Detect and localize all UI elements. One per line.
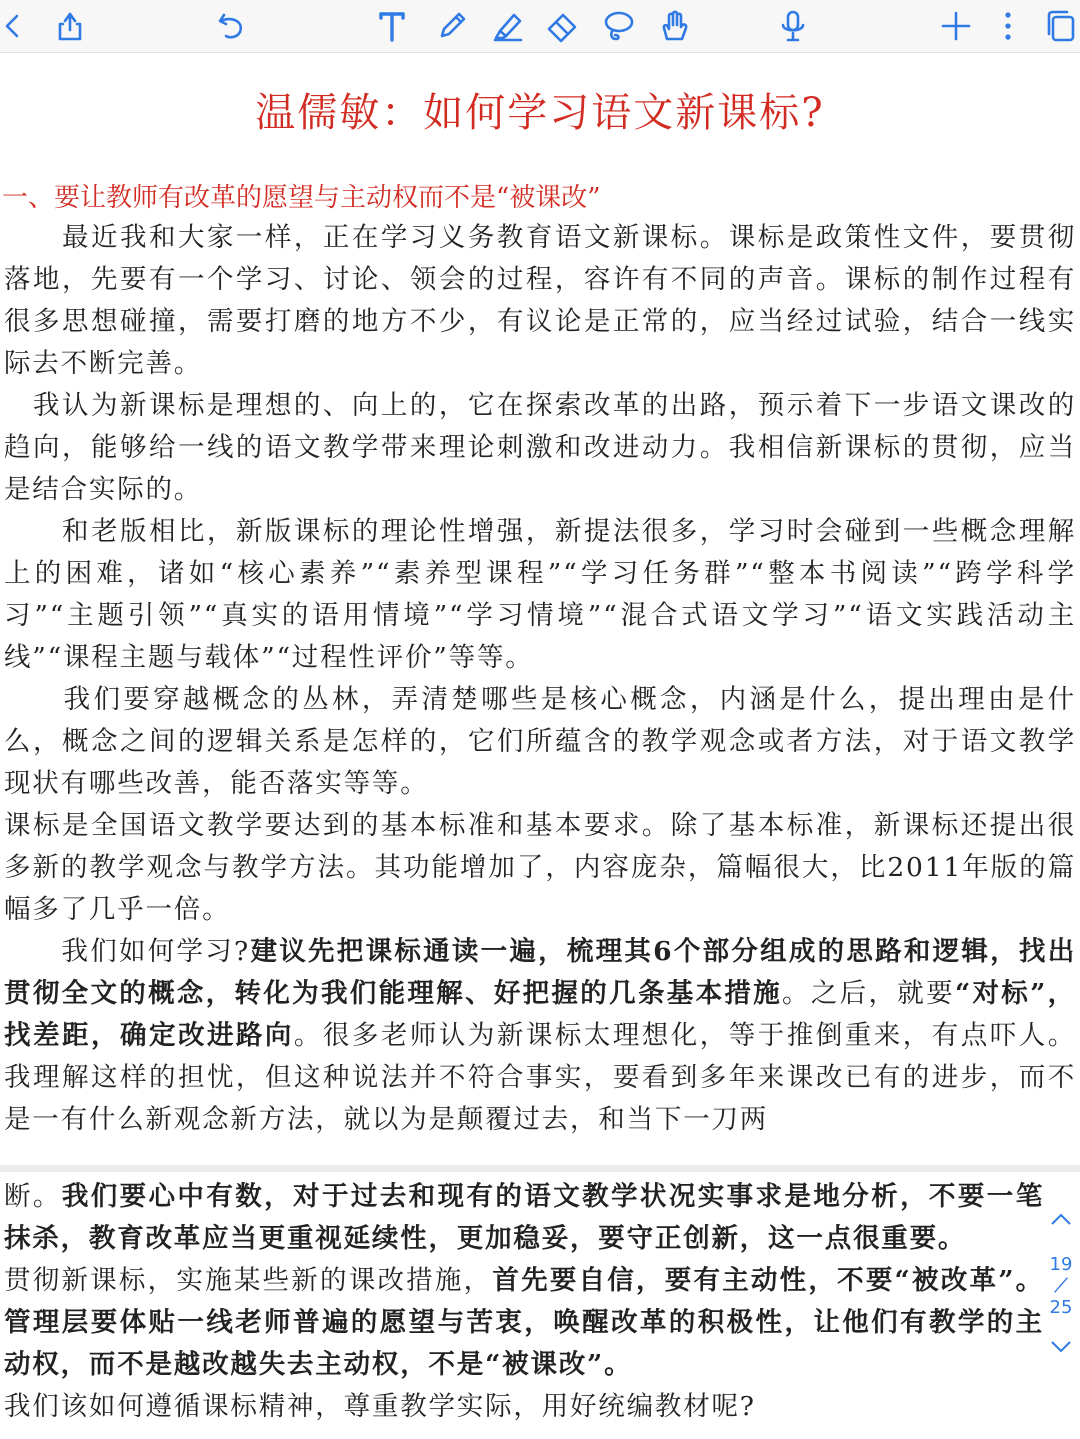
page-gap [0,1165,1080,1172]
undo-icon[interactable] [210,4,254,48]
toolbar [0,0,1080,53]
pen-icon[interactable] [430,4,474,48]
document-page [0,53,1080,1165]
paragraph-7-b: 我们要心中有数，对于过去和现有的语文教学状况实事求是地分析，不要一笔抹杀，教育改革应当更重视延续性，更加稳妥，要守正创新，这一点很重要。 [4,1181,1044,1254]
back-icon[interactable] [0,4,36,48]
lasso-icon[interactable] [596,4,640,48]
current-page: 19 [1049,1254,1073,1275]
paragraph-8-a: 贯彻新课标，实施某些新的课改措施， [4,1265,493,1296]
paragraph-3: 和老版相比，新版课标的理论性增强，新提法很多，学习时会碰到一些概念理解上的困难，诸如“核心素养”“素养型课程”“学习任务群”“整本书阅读”“跨学科学习”“主题引领”“真实的语用情境”“学习情境”“混合式语文学习”“语文实践活动主线”“课程主题与载体”“过程性评价”等等。 [4,516,1076,673]
document-page-next [0,1172,1080,1439]
paragraph-1: 最近我和大家一样，正在学习义务教育语文新课标。课标是政策性文件，要贯彻落地，先要有一个学习、讨论、领会的过程，容许有不同的声音。课标的制作过程有很多思想碰撞，需要打磨的地方不少，有议论是正常的，应当经过试验，结合一线实际去不断完善。 [4,222,1076,379]
paragraph-6-b: 建议先把课标通读一遍，梳理其6个部分组成的思路和逻辑，找出贯彻全文的概念，转化为我们能理解、好把握的几条基本措施 [4,936,1076,1009]
add-icon[interactable] [934,4,978,48]
section-heading: 一、要让教师有改革的愿望与主动权而不是“被课改” [2,183,601,213]
paragraph-8 [4,1260,1044,1386]
page-indicator [1046,1210,1076,1362]
page-up-icon[interactable] [1046,1210,1076,1234]
share-icon[interactable] [48,4,92,48]
page-down-icon[interactable] [1046,1338,1076,1362]
eraser-icon[interactable] [540,4,584,48]
page-separator-icon [1046,1275,1076,1297]
total-pages: 25 [1049,1297,1073,1318]
paragraph-6-d: “对标”，找差距，确定改进路向 [4,978,1076,1051]
paragraph-8-b: 首先要自信，要有主动性，不要“被改革”。管理层要体贴一线老师普遍的愿望与苦衷，唤醒改革的积极性，让他们有教学的主动权，而不是越改越失去主动权，不是“被课改”。 [4,1265,1044,1380]
microphone-icon[interactable] [771,4,815,48]
highlighter-icon[interactable] [486,4,530,48]
paragraph-6-e: 。很多老师认为新课标太理想化，等于推倒重来，有点吓人。我理解这样的担忧，但这种说法并不符合事实，要看到多年来课改已有的进步，而不是一有什么新观念新方法，就以为是颠覆过去，和当下一刀两 [4,1020,1076,1135]
paragraph-7 [4,1176,1044,1260]
hand-icon[interactable] [652,4,696,48]
paragraph-6 [4,931,1076,1141]
paragraph-7-a: 断。 [4,1181,62,1212]
more-icon[interactable] [986,4,1030,48]
text-tool-icon[interactable] [370,4,414,48]
pages-icon[interactable] [1040,4,1080,48]
paragraph-6-c: 。之后，就要 [782,978,955,1009]
paragraph-6-a: 我们如何学习? [4,936,251,967]
paragraph-2: 我认为新课标是理想的、向上的，它在探索改革的出路，预示着下一步语文课改的趋向，能够给一线的语文教学带来理论刺激和改进动力。我相信新课标的贯彻，应当是结合实际的。 [4,390,1076,505]
paragraph-9: 我们该如何遵循课标精神，尊重教学实际，用好统编教材呢? [4,1391,756,1422]
document-title: 温儒敏：如何学习语文新课标? [255,90,825,136]
paragraph-5: 课标是全国语文教学要达到的基本标准和基本要求。除了基本标准，新课标还提出很多新的教学观念与教学方法。其功能增加了，内容庞杂，篇幅很大，比2011年版的篇幅多了几乎一倍。 [4,810,1076,925]
paragraph-4: 我们要穿越概念的丛林，弄清楚哪些是核心概念，内涵是什么，提出理由是什么，概念之间的逻辑关系是怎样的，它们所蕴含的教学观念或者方法，对于语文教学现状有哪些改善，能否落实等等。 [4,684,1076,799]
